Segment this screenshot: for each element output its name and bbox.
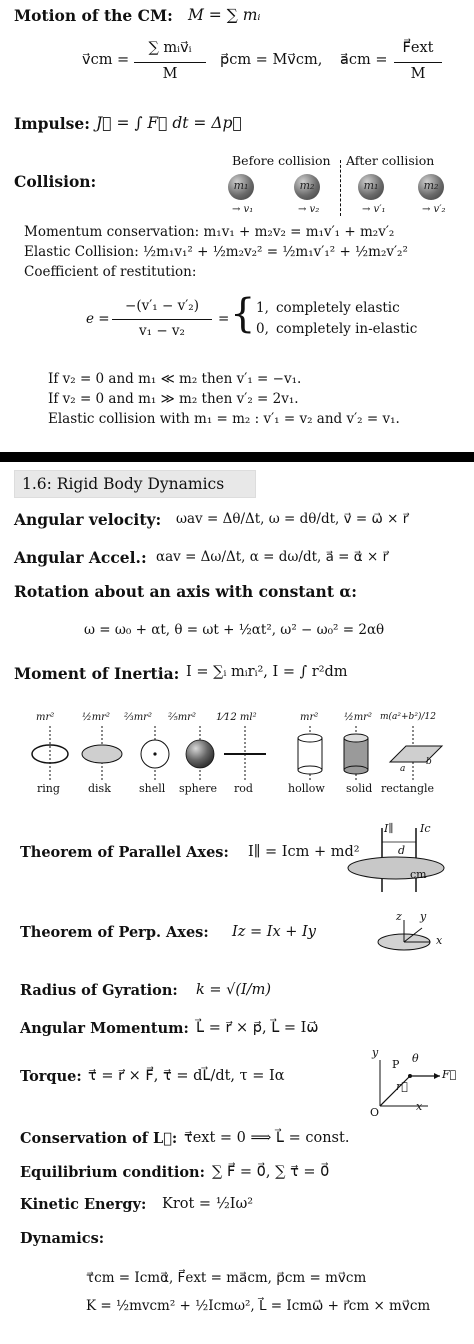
ball-m2-before: m₂ xyxy=(294,174,320,200)
torque-fig-theta: θ xyxy=(412,1052,419,1065)
gyration-title: Radius of Gyration: xyxy=(20,982,178,999)
moi-name-rectangle: rectangle xyxy=(381,782,435,795)
angular-momentum-eq: L⃗ = r⃗ × p⃗, L⃗ = Iω⃗ xyxy=(196,1020,319,1036)
velocity-v2-prime: → v′₂ xyxy=(422,204,446,215)
rule-light-mass: If v₂ = 0 and m₁ ≪ m₂ then v′₁ = −v₁. xyxy=(48,371,302,387)
cm-mass-eq: M = ∑ mᵢ xyxy=(188,6,261,24)
acm-fraction-bar xyxy=(394,62,442,63)
velocity-v2: → v₂ xyxy=(298,204,320,215)
parallel-fig-ipar: I∥ xyxy=(384,822,394,835)
parallel-fig-ic: Ic xyxy=(420,822,431,835)
moi-name-ring: ring xyxy=(37,782,60,795)
restitution-label: Coefficient of restitution: xyxy=(24,264,197,280)
rotation-eq: ω = ω₀ + αt, θ = ωt + ½αt², ω² − ω₀² = 2αθ xyxy=(84,622,385,638)
moi-formula-shell: ⅔mr² xyxy=(124,712,152,723)
vcm-numerator: ∑ mᵢv⃗ᵢ xyxy=(148,40,192,56)
e-label: e = xyxy=(86,311,110,327)
torque-eq: τ⃗ = r⃗ × F⃗, τ⃗ = dL⃗/dt, τ = Iα xyxy=(88,1068,285,1084)
kinetic-energy-title: Kinetic Energy: xyxy=(20,1196,147,1213)
case-one-value: 1, xyxy=(256,300,269,316)
vcm-denominator: M xyxy=(162,66,178,82)
rigid-body-panel xyxy=(0,462,474,696)
section-header xyxy=(14,470,256,498)
case-zero-value: 0, xyxy=(256,321,269,337)
collision-divider xyxy=(340,160,341,216)
moi-formula-sphere: ⅖mr² xyxy=(168,712,196,723)
parallel-fig-d: d xyxy=(398,844,406,857)
after-collision-label: After collision xyxy=(346,153,435,168)
perp-axes-title: Theorem of Perp. Axes: xyxy=(20,924,209,941)
equilibrium-eq: ∑ F⃗ = 0⃗, ∑ τ⃗ = 0⃗ xyxy=(212,1164,330,1180)
dynamics-eq-2: K = ½mvcm² + ½Icmω², L⃗ = Icmω⃗ + r⃗cm × mv⃗cm xyxy=(86,1298,431,1314)
torque-fig-x: x xyxy=(416,1100,423,1113)
impulse-eq: J⃗ = ∫ F⃗ dt = Δp⃗ xyxy=(96,114,242,132)
gyration-eq: k = √(I/m) xyxy=(196,982,272,998)
vcm-fraction-bar xyxy=(134,62,206,63)
velocity-v1-prime: → v′₁ xyxy=(362,204,386,215)
e-fraction-bar xyxy=(112,319,212,320)
moi-formula-rectangle: m(a²+b²)/12 xyxy=(380,712,436,722)
e-denominator: v₁ − v₂ xyxy=(139,323,185,339)
torque-fig-r: r⃗ xyxy=(396,1080,408,1093)
moi-name-disk: disk xyxy=(88,782,111,795)
sphere-shape xyxy=(186,740,214,768)
rect-side-b: b xyxy=(426,757,432,767)
perp-fig-x: x xyxy=(436,934,443,947)
e-equals: = xyxy=(218,311,230,327)
collision-panel xyxy=(0,0,474,452)
parallel-fig-cm: cm xyxy=(410,868,427,881)
parallel-axes-figure xyxy=(340,822,450,902)
rectangle-shape xyxy=(390,746,442,762)
moi-title: Moment of Inertia: xyxy=(14,664,180,683)
moi-formula-ring: mr² xyxy=(36,712,55,723)
torque-fig-o: O xyxy=(370,1106,380,1119)
moi-eq: I = ∑ᵢ mᵢrᵢ², I = ∫ r²dm xyxy=(186,664,348,680)
moi-formula-disk: ½mr² xyxy=(82,712,110,723)
perp-fig-z: z xyxy=(396,910,402,923)
ball-m1-after: m₁ xyxy=(358,174,384,200)
moi-formula-solid: ½mr² xyxy=(344,712,372,723)
before-collision-label: Before collision xyxy=(232,153,331,168)
vcm-label: v⃗cm = xyxy=(82,52,130,68)
hollow-cylinder-shape xyxy=(298,734,322,774)
case-zero-text: completely in-elastic xyxy=(276,321,418,337)
rect-side-a: a xyxy=(400,764,406,774)
torque-fig-p: P xyxy=(392,1058,400,1071)
parallel-axes-title: Theorem of Parallel Axes: xyxy=(20,844,229,861)
rule-heavy-mass: If v₂ = 0 and m₁ ≫ m₂ then v′₂ = 2v₁. xyxy=(48,391,299,407)
angular-accel-title: Angular Accel.: xyxy=(14,548,147,567)
angular-velocity-title: Angular velocity: xyxy=(14,510,162,529)
solid-cylinder-shape xyxy=(344,734,368,774)
torque-figure xyxy=(366,1052,456,1114)
dynamics-title: Dynamics: xyxy=(20,1230,105,1247)
cases-brace: { xyxy=(230,291,256,337)
torque-fig-f: F⃗ xyxy=(442,1068,457,1081)
moi-name-sphere: sphere xyxy=(179,782,218,795)
ball-m2-after: m₂ xyxy=(418,174,444,200)
collision-title: Collision: xyxy=(14,172,97,191)
section-title: 1.6: Rigid Body Dynamics xyxy=(22,475,225,493)
moi-name-solid: solid xyxy=(346,782,373,795)
disk-shape xyxy=(82,745,122,763)
velocity-v1: → v₁ xyxy=(232,204,254,215)
moi-name-hollow: hollow xyxy=(288,782,325,795)
angular-velocity-eq: ωav = Δθ/Δt, ω = dθ/dt, v⃗ = ω⃗ × r⃗ xyxy=(176,511,409,527)
acm-label: a⃗cm = xyxy=(340,52,388,68)
perp-fig-y: y xyxy=(420,910,427,923)
elastic-collision: Elastic Collision: ½m₁v₁² + ½m₂v₂² = ½m₁v′₁² + ½m₂v′₂² xyxy=(24,244,408,260)
moi-name-shell: shell xyxy=(139,782,166,795)
moi-name-rod: rod xyxy=(234,782,253,795)
torque-fig-y: y xyxy=(372,1046,379,1059)
e-numerator: −(v′₁ − v′₂) xyxy=(125,298,199,314)
conservation-eq: τ⃗ext = 0 ⟹ L⃗ = const. xyxy=(184,1130,350,1146)
rule-equal-mass: Elastic collision with m₁ = m₂ : v′₁ = v₂ and v′₂ = v₁. xyxy=(48,411,400,427)
equilibrium-title: Equilibrium condition: xyxy=(20,1164,205,1181)
perp-axes-eq: Iz = Ix + Iy xyxy=(232,924,316,940)
inertia-panel xyxy=(0,696,474,1344)
angular-momentum-title: Angular Momentum: xyxy=(20,1020,189,1037)
moi-formula-hollow: mr² xyxy=(300,712,319,723)
momentum-conservation: Momentum conservation: m₁v₁ + m₂v₂ = m₁v′₁ + m₂v′₂ xyxy=(24,224,395,240)
rotation-title: Rotation about an axis with constant α: xyxy=(14,582,358,601)
cm-title: Motion of the CM: xyxy=(14,6,173,25)
kinetic-energy-eq: Krot = ½Iω² xyxy=(162,1196,254,1212)
acm-denominator: M xyxy=(410,66,426,82)
pcm-eq: p⃗cm = Mv⃗cm, xyxy=(220,52,323,68)
moi-formula-rod: 1⁄12 ml² xyxy=(216,712,257,723)
parallel-axes-eq: I∥ = Icm + md² xyxy=(248,844,360,860)
angular-accel-eq: αav = Δω/Δt, α = dω/dt, a⃗ = α⃗ × r⃗ xyxy=(156,549,389,565)
dynamics-eq-1: τ⃗cm = Icmα⃗, F⃗ext = ma⃗cm, p⃗cm = mv⃗cm xyxy=(86,1270,367,1286)
conservation-title: Conservation of L⃗: xyxy=(20,1130,178,1147)
case-one-text: completely elastic xyxy=(276,300,400,316)
torque-title: Torque: xyxy=(20,1068,82,1085)
moi-shapes-figure xyxy=(20,726,460,786)
acm-numerator: F⃗ext xyxy=(402,40,434,56)
ball-m1-before: m₁ xyxy=(228,174,254,200)
impulse-title: Impulse: xyxy=(14,114,90,133)
